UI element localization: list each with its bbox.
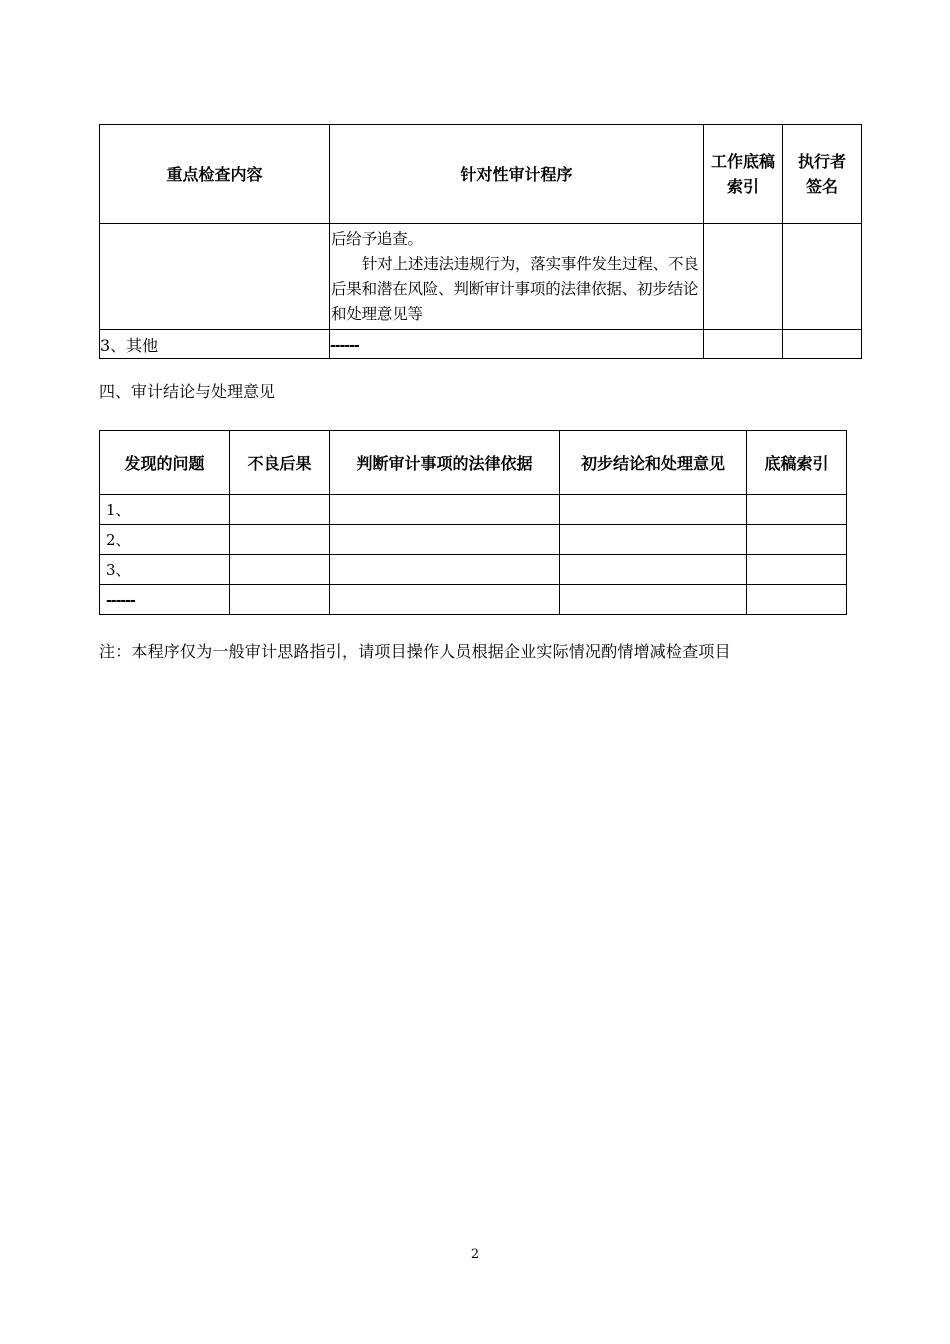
audit-procedure-table — [99, 124, 862, 359]
audit-conclusion-table — [99, 430, 847, 615]
header-key-content: 重点检查内容 — [100, 125, 330, 224]
conclusion-cell[interactable] — [560, 525, 747, 555]
index-cell[interactable] — [747, 495, 847, 525]
header-legal-basis: 判断审计事项的法律依据 — [330, 431, 560, 495]
issue-cell: ------ — [100, 585, 230, 615]
footnote: 注：本程序仅为一般审计思路指引，请项目操作人员根据企业实际情况酌情增减检查项目 — [99, 642, 731, 661]
table-row — [100, 495, 847, 525]
index-cell[interactable] — [747, 525, 847, 555]
header-issue: 发现的问题 — [100, 431, 230, 495]
consequence-cell[interactable] — [230, 525, 330, 555]
header-consequence: 不良后果 — [230, 431, 330, 495]
table-row — [100, 585, 847, 615]
header-workpaper-index: 底稿索引 — [747, 431, 847, 495]
procedure-line: 针对上述违法违规行为，落实事件发生过程、不良后果和潜在风险、判断审计事项的法律依据、初步结论和处理意见等 — [331, 255, 699, 323]
conclusion-cell[interactable] — [560, 585, 747, 615]
consequence-cell[interactable] — [230, 495, 330, 525]
section-title: 四、审计结论与处理意见 — [99, 382, 276, 401]
page-number: 2 — [470, 1247, 480, 1262]
index-cell[interactable] — [747, 585, 847, 615]
table-row — [100, 555, 847, 585]
legal-basis-cell[interactable] — [330, 495, 560, 525]
header-audit-procedure: 针对性审计程序 — [330, 125, 704, 224]
issue-cell: 2、 — [100, 525, 230, 555]
legal-basis-cell[interactable] — [330, 585, 560, 615]
content-cell: 3、其他 — [100, 330, 330, 359]
table-header-row — [100, 125, 862, 224]
signature-cell[interactable] — [783, 224, 862, 330]
header-executor-signature: 执行者 签名 — [783, 125, 862, 224]
index-cell[interactable] — [747, 555, 847, 585]
index-cell[interactable] — [704, 330, 783, 359]
legal-basis-cell[interactable] — [330, 525, 560, 555]
consequence-cell[interactable] — [230, 555, 330, 585]
conclusion-cell[interactable] — [560, 495, 747, 525]
procedure-line: 后给予追查。 — [331, 230, 423, 248]
index-cell[interactable] — [704, 224, 783, 330]
procedure-cell: ------ — [330, 330, 704, 359]
issue-cell: 3、 — [100, 555, 230, 585]
signature-cell[interactable] — [783, 330, 862, 359]
table-row — [100, 330, 862, 359]
consequence-cell[interactable] — [230, 585, 330, 615]
content-cell — [100, 224, 330, 330]
table-header-row — [100, 431, 847, 495]
header-workpaper-index: 工作底稿 索引 — [704, 125, 783, 224]
issue-cell: 1、 — [100, 495, 230, 525]
header-conclusion: 初步结论和处理意见 — [560, 431, 747, 495]
table-row — [100, 224, 862, 330]
procedure-cell — [330, 224, 704, 330]
table-row — [100, 525, 847, 555]
conclusion-cell[interactable] — [560, 555, 747, 585]
legal-basis-cell[interactable] — [330, 555, 560, 585]
